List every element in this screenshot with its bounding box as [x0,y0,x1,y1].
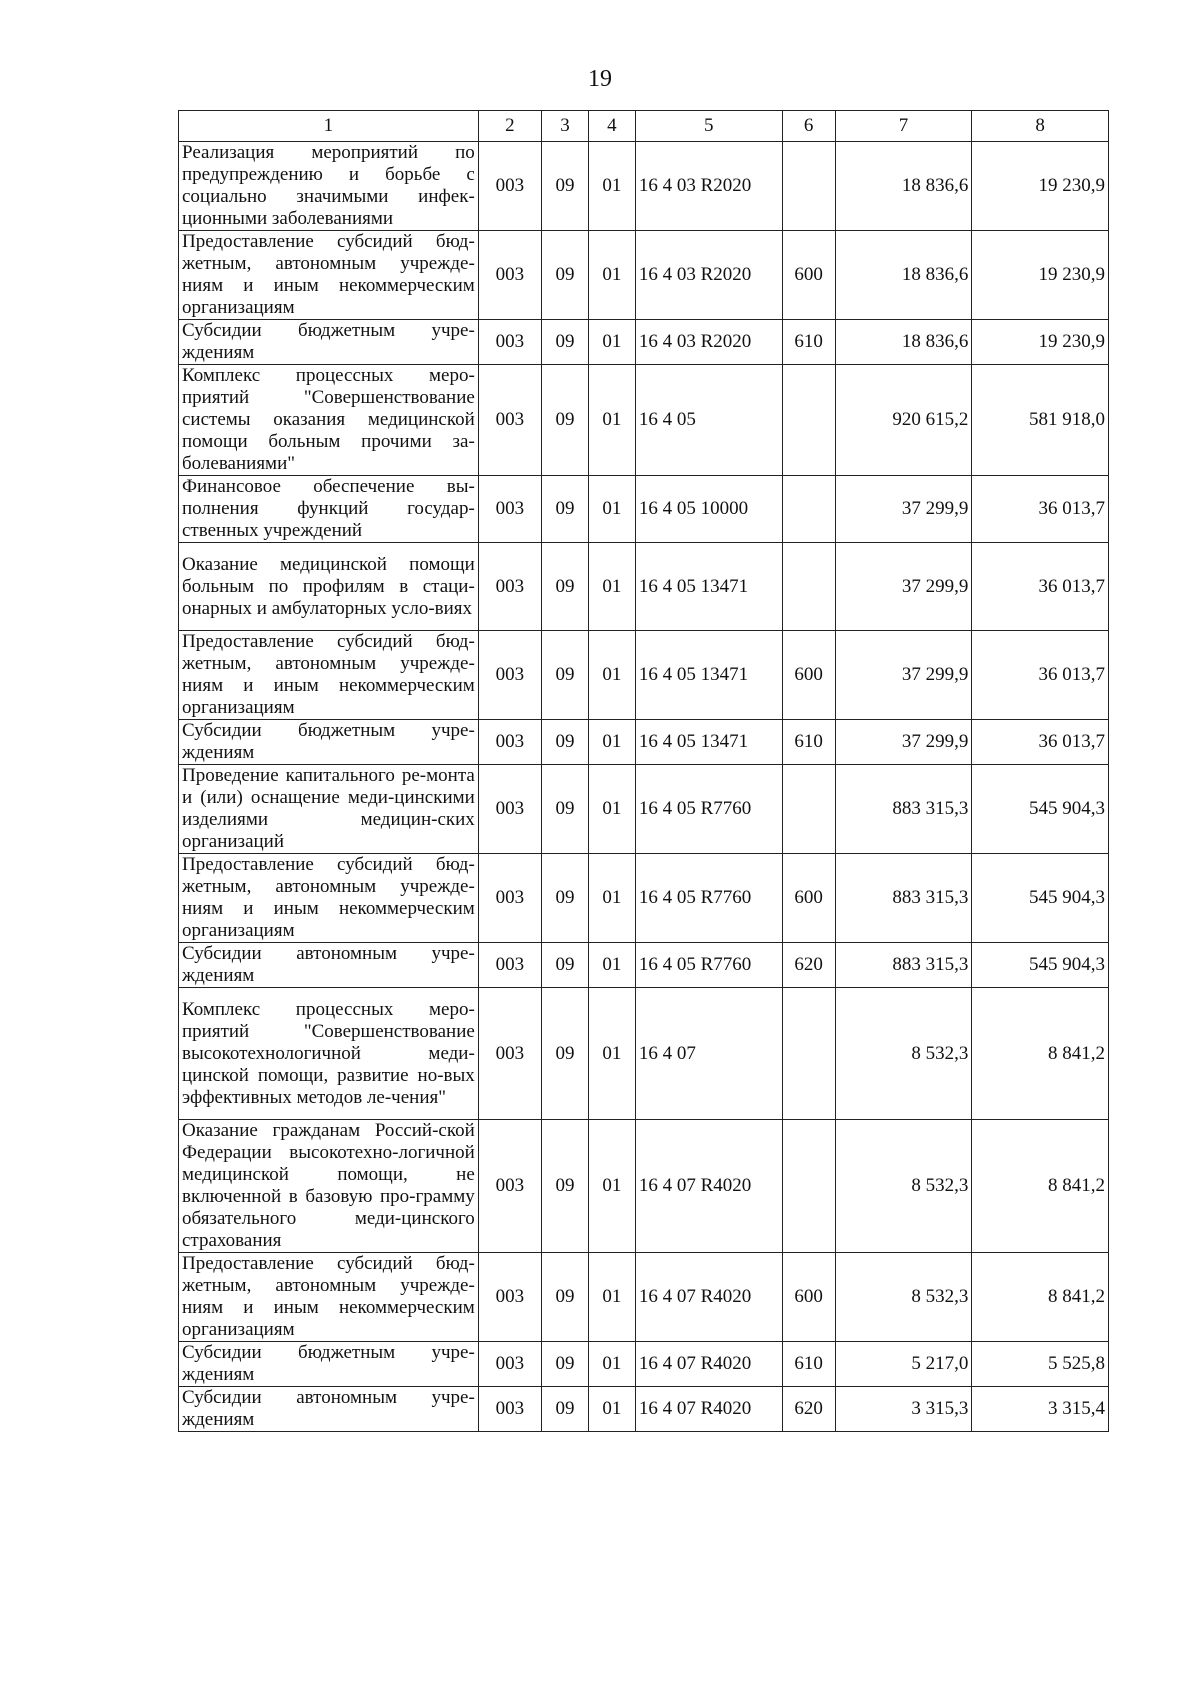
ministry-code-cell: 003 [478,631,541,720]
amount-year2-cell: 36 013,7 [972,720,1109,765]
amount-year1-cell: 5 217,0 [835,1342,972,1387]
section-code-cell: 09 [542,142,589,231]
amount-year1-cell: 37 299,9 [835,476,972,543]
item-description-cell: Субсидии бюджетным учре-ждениям [179,1342,479,1387]
header-cell: 7 [835,111,972,142]
item-description-cell: Субсидии бюджетным учре-ждениям [179,720,479,765]
header-cell: 6 [782,111,835,142]
ministry-code-cell: 003 [478,1253,541,1342]
subsection-code-cell: 01 [588,1120,635,1253]
subsection-code-cell: 01 [588,231,635,320]
amount-year1-cell: 37 299,9 [835,631,972,720]
section-code-cell: 09 [542,1342,589,1387]
target-article-cell: 16 4 05 [635,365,782,476]
table-row [179,543,1109,631]
target-article-cell: 16 4 05 13471 [635,720,782,765]
header-cell: 3 [542,111,589,142]
target-article-cell: 16 4 03 R2020 [635,320,782,365]
ministry-code-cell: 003 [478,1120,541,1253]
section-code-cell: 09 [542,988,589,1120]
ministry-code-cell: 003 [478,943,541,988]
ministry-code-cell: 003 [478,320,541,365]
table-row [179,231,1109,320]
amount-year2-cell: 8 841,2 [972,1120,1109,1253]
table-row [179,988,1109,1120]
subsection-code-cell: 01 [588,365,635,476]
table-row [179,320,1109,365]
subsection-code-cell: 01 [588,1342,635,1387]
subsection-code-cell: 01 [588,476,635,543]
item-description-cell: Комплекс процессных меро-приятий "Совершенствование системы оказания медицинской помощи больным прочими за-болеваниями" [179,365,479,476]
ministry-code-cell: 003 [478,988,541,1120]
section-code-cell: 09 [542,720,589,765]
amount-year2-cell: 581 918,0 [972,365,1109,476]
table-row [179,1387,1109,1432]
subsection-code-cell: 01 [588,631,635,720]
target-article-cell: 16 4 05 13471 [635,543,782,631]
item-description-cell: Предоставление субсидий бюд-жетным, автономным учрежде-ниям и иным некоммерческим организациям [179,854,479,943]
item-description-cell: Финансовое обеспечение вы-полнения функций государ-ственных учреждений [179,476,479,543]
ministry-code-cell: 003 [478,476,541,543]
table-row [179,476,1109,543]
expense-type-cell [782,988,835,1120]
ministry-code-cell: 003 [478,1387,541,1432]
section-code-cell: 09 [542,476,589,543]
item-description-cell: Предоставление субсидий бюд-жетным, автономным учрежде-ниям и иным некоммерческим организациям [179,231,479,320]
amount-year1-cell: 8 532,3 [835,1253,972,1342]
table-row [179,1342,1109,1387]
amount-year2-cell: 19 230,9 [972,231,1109,320]
item-description-cell: Предоставление субсидий бюд-жетным, автономным учрежде-ниям и иным некоммерческим организациям [179,1253,479,1342]
amount-year1-cell: 8 532,3 [835,988,972,1120]
subsection-code-cell: 01 [588,854,635,943]
amount-year2-cell: 36 013,7 [972,543,1109,631]
budget-table [178,110,1109,1432]
expense-type-cell: 610 [782,720,835,765]
table-row [179,854,1109,943]
amount-year2-cell: 545 904,3 [972,943,1109,988]
table-row [179,142,1109,231]
expense-type-cell [782,142,835,231]
amount-year2-cell: 5 525,8 [972,1342,1109,1387]
table-row [179,365,1109,476]
amount-year2-cell: 545 904,3 [972,854,1109,943]
table-row [179,720,1109,765]
section-code-cell: 09 [542,320,589,365]
header-cell: 5 [635,111,782,142]
item-description-cell: Проведение капитального ре-монта и (или) оснащение меди-цинскими изделиями медицин-ских организаций [179,765,479,854]
item-description-cell: Субсидии бюджетным учре-ждениям [179,320,479,365]
amount-year2-cell: 3 315,4 [972,1387,1109,1432]
target-article-cell: 16 4 03 R2020 [635,231,782,320]
subsection-code-cell: 01 [588,543,635,631]
section-code-cell: 09 [542,231,589,320]
table-row [179,1253,1109,1342]
expense-type-cell [782,476,835,543]
ministry-code-cell: 003 [478,543,541,631]
item-description-cell: Субсидии автономным учре-ждениям [179,1387,479,1432]
expense-type-cell: 600 [782,854,835,943]
subsection-code-cell: 01 [588,765,635,854]
ministry-code-cell: 003 [478,142,541,231]
amount-year1-cell: 37 299,9 [835,720,972,765]
target-article-cell: 16 4 05 R7760 [635,854,782,943]
amount-year2-cell: 545 904,3 [972,765,1109,854]
ministry-code-cell: 003 [478,854,541,943]
expense-type-cell: 610 [782,1342,835,1387]
target-article-cell: 16 4 05 13471 [635,631,782,720]
target-article-cell: 16 4 03 R2020 [635,142,782,231]
header-cell: 8 [972,111,1109,142]
section-code-cell: 09 [542,1120,589,1253]
item-description-cell: Субсидии автономным учре-ждениям [179,943,479,988]
item-description-cell: Предоставление субсидий бюд-жетным, автономным учрежде-ниям и иным некоммерческим организациям [179,631,479,720]
subsection-code-cell: 01 [588,320,635,365]
ministry-code-cell: 003 [478,1342,541,1387]
target-article-cell: 16 4 07 R4020 [635,1342,782,1387]
amount-year1-cell: 883 315,3 [835,765,972,854]
target-article-cell: 16 4 07 R4020 [635,1120,782,1253]
section-code-cell: 09 [542,1387,589,1432]
amount-year2-cell: 19 230,9 [972,320,1109,365]
page-number: 19 [588,66,612,92]
amount-year2-cell: 36 013,7 [972,476,1109,543]
expense-type-cell: 600 [782,631,835,720]
ministry-code-cell: 003 [478,365,541,476]
expense-type-cell [782,765,835,854]
subsection-code-cell: 01 [588,943,635,988]
item-description-cell: Оказание медицинской помощи больным по профилям в стаци-онарных и амбулаторных усло-виях [179,543,479,631]
expense-type-cell: 620 [782,943,835,988]
ministry-code-cell: 003 [478,720,541,765]
item-description-cell: Комплекс процессных меро-приятий "Совершенствование высокотехнологичной меди-цинской помощи, развитие но-вых эффективных методов ле-чения" [179,988,479,1120]
subsection-code-cell: 01 [588,988,635,1120]
header-cell: 4 [588,111,635,142]
amount-year2-cell: 8 841,2 [972,988,1109,1120]
subsection-code-cell: 01 [588,720,635,765]
amount-year1-cell: 18 836,6 [835,142,972,231]
section-code-cell: 09 [542,1253,589,1342]
amount-year1-cell: 3 315,3 [835,1387,972,1432]
table-header [179,111,1109,142]
table-row [179,943,1109,988]
amount-year1-cell: 37 299,9 [835,543,972,631]
amount-year1-cell: 883 315,3 [835,943,972,988]
expense-type-cell: 610 [782,320,835,365]
expense-type-cell [782,543,835,631]
section-code-cell: 09 [542,854,589,943]
header-cell: 2 [478,111,541,142]
section-code-cell: 09 [542,365,589,476]
subsection-code-cell: 01 [588,142,635,231]
amount-year2-cell: 36 013,7 [972,631,1109,720]
ministry-code-cell: 003 [478,765,541,854]
expense-type-cell [782,365,835,476]
amount-year2-cell: 19 230,9 [972,142,1109,231]
item-description-cell: Реализация мероприятий по предупреждению и борьбе с социально значимыми инфек-ционными заболеваниями [179,142,479,231]
table-row [179,765,1109,854]
table-row [179,1120,1109,1253]
target-article-cell: 16 4 07 R4020 [635,1387,782,1432]
ministry-code-cell: 003 [478,231,541,320]
amount-year1-cell: 18 836,6 [835,231,972,320]
header-row [179,111,1109,142]
item-description-cell: Оказание гражданам Россий-ской Федерации высокотехно-логичной медицинской помощи, не включенной в базовую про-грамму обязательного меди-цинского страхования [179,1120,479,1253]
expense-type-cell: 600 [782,231,835,320]
expense-type-cell: 620 [782,1387,835,1432]
section-code-cell: 09 [542,943,589,988]
table-row [179,631,1109,720]
target-article-cell: 16 4 07 R4020 [635,1253,782,1342]
amount-year1-cell: 8 532,3 [835,1120,972,1253]
subsection-code-cell: 01 [588,1253,635,1342]
target-article-cell: 16 4 05 R7760 [635,765,782,854]
section-code-cell: 09 [542,631,589,720]
amount-year1-cell: 883 315,3 [835,854,972,943]
target-article-cell: 16 4 07 [635,988,782,1120]
header-cell: 1 [179,111,479,142]
section-code-cell: 09 [542,543,589,631]
table-body [179,142,1109,1432]
expense-type-cell: 600 [782,1253,835,1342]
amount-year1-cell: 18 836,6 [835,320,972,365]
section-code-cell: 09 [542,765,589,854]
expense-type-cell [782,1120,835,1253]
subsection-code-cell: 01 [588,1387,635,1432]
target-article-cell: 16 4 05 10000 [635,476,782,543]
amount-year1-cell: 920 615,2 [835,365,972,476]
amount-year2-cell: 8 841,2 [972,1253,1109,1342]
target-article-cell: 16 4 05 R7760 [635,943,782,988]
